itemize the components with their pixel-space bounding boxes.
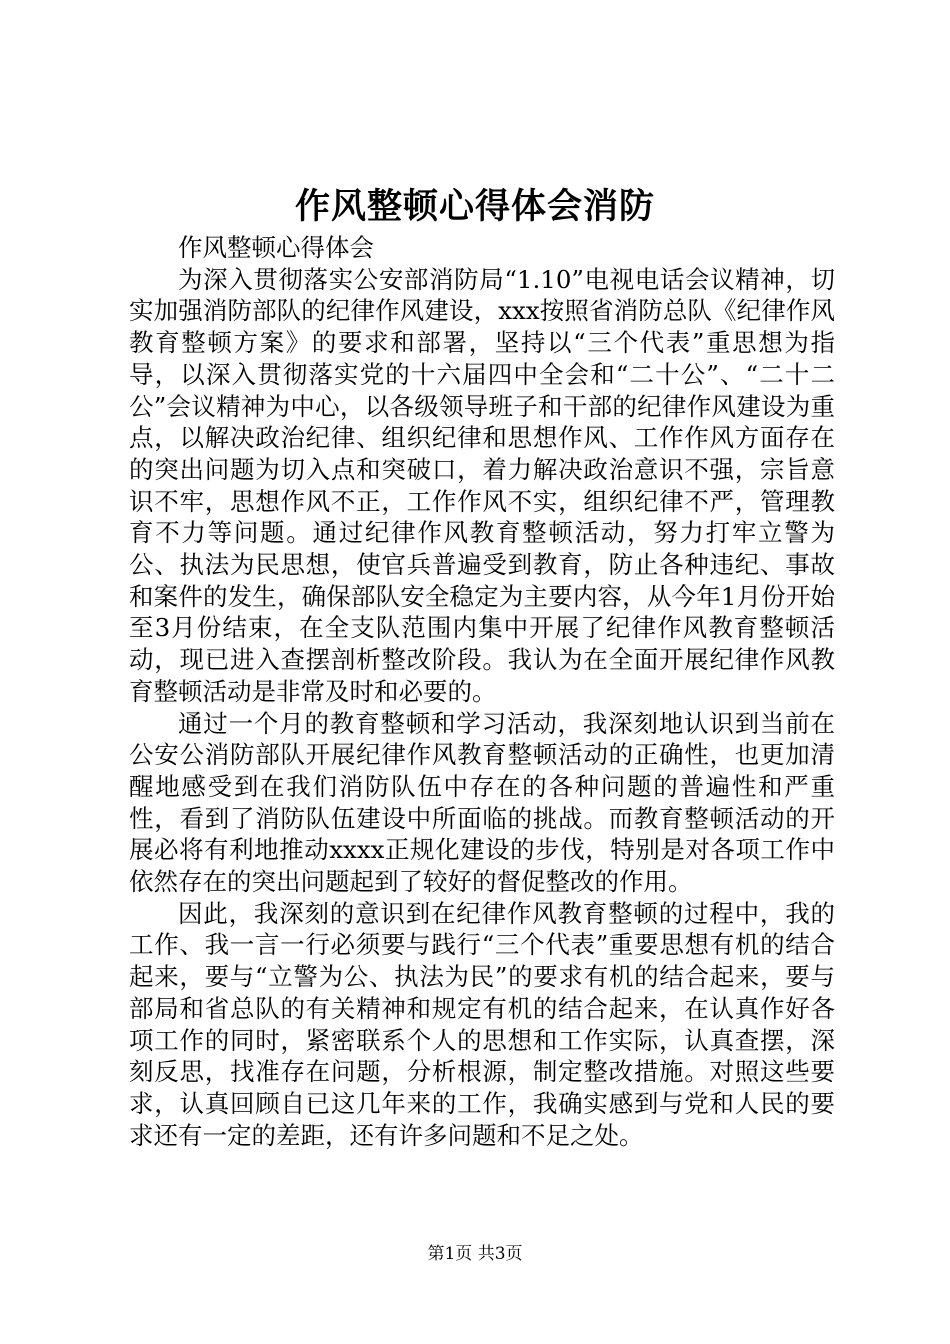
paragraph-3: 因此，我深刻的意识到在纪律作风教育整顿的过程中，我的工作、我一言一行必须要与践行“三个代表”重要思想有机的结合起来，要与“立警为公、执法为民”的要求有机的结合起来，要与部局和省总队的有关精神和规定有机的结合起来，在认真作好各项工作的同时，紧密联系个人的思想和工作实际，认真查摆，深刻反思，找准存在问题，分析根源，制定整改措施。对照这些要求，认真回顾自已这几年来的工作，我确实感到与党和人民的要求还有一定的差距，还有许多问题和不足之处。 (129, 898, 835, 1150)
document-body (129, 232, 835, 1151)
document-subtitle: 作风整顿心得体会 (178, 233, 374, 262)
paragraph-2: 通过一个月的教育整顿和学习活动，我深刻地认识到当前在公安公消防部队开展纪律作风教育整顿活动的正确性，也更加清醒地感受到在我们消防队伍中存在的各种问题的普遍性和严重性，看到了消防队伍建设中所面临的挑战。而教育整顿活动的开展必将有利地推动xxxx正规化建设的步伐，特别是对各项工作中依然存在的突出问题起到了较好的督促整改的作用。 (129, 708, 835, 897)
paragraph-1: 为深入贯彻落实公安部消防局“1.10”电视电话会议精神，切实加强消防部队的纪律作风建设，xxx按照省消防总队《纪律作风教育整顿方案》的要求和部署，坚持以“三个代表”重思想为指导，以深入贯彻落实党的十六届四中全会和“二十公”、“二十二公”会议精神为中心，以各级领导班子和干部的纪律作风建设为重点，以解决政治纪律、组织纪律和思想作风、工作作风方面存在的突出问题为切入点和突破口，着力解决政治意识不强，宗旨意识不牢，思想作风不正，工作作风不实，组织纪律不严，管理教育不力等问题。通过纪律作风教育整顿活动，努力打牢立警为公、执法为民思想，使官兵普遍受到教育，防止各种违纪、事故和案件的发生，确保部队安全稳定为主要内容，从今年1月份开始至3月份结束，在全支队范围内集中开展了纪律作风教育整顿活动，现已进入查摆剖析整改阶段。我认为在全面开展纪律作风教育整顿活动是非常及时和必要的。 (129, 264, 835, 706)
page-number-footer: 第1页 共3页 (427, 1244, 523, 1264)
document-title: 作风整顿心得体会消防 (294, 186, 655, 227)
